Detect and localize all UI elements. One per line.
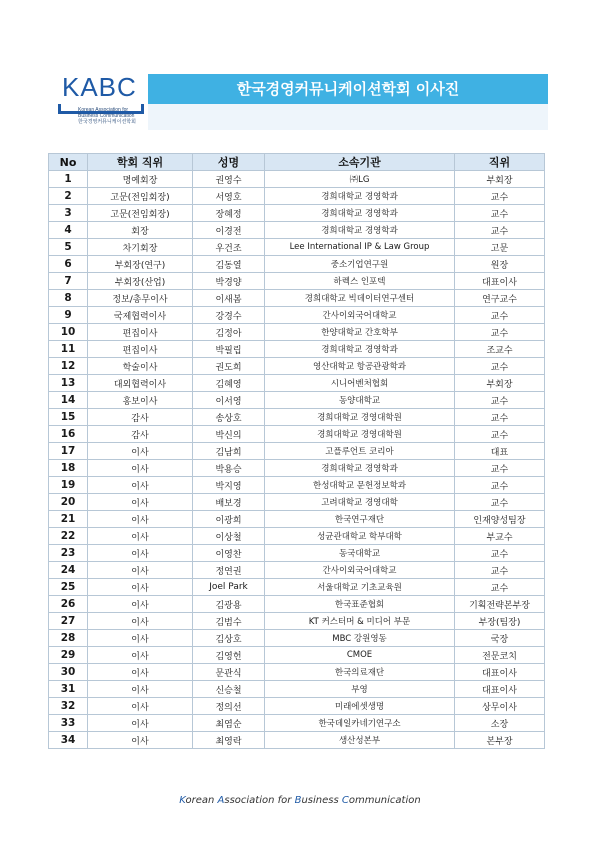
cell-title: 교수 (455, 324, 545, 341)
cell-no: 31 (49, 681, 88, 698)
cell-name: 김상호 (193, 630, 265, 647)
cell-position: 학술이사 (88, 358, 193, 375)
footer-initial-a: A (217, 795, 225, 806)
cell-no: 27 (49, 613, 88, 630)
cell-no: 4 (49, 222, 88, 239)
table-row (49, 681, 545, 698)
table-row (49, 528, 545, 545)
cell-position: 편집이사 (88, 341, 193, 358)
cell-name: 김동열 (193, 256, 265, 273)
cell-affiliation: Lee International IP & Law Group (265, 239, 455, 256)
cell-title: 교수 (455, 358, 545, 375)
cell-affiliation: 간사이외국어대학교 (265, 562, 455, 579)
board-members-table (48, 153, 545, 749)
header-title: 직위 (455, 154, 545, 171)
cell-affiliation: 미래에셋생명 (265, 698, 455, 715)
header-name: 성명 (193, 154, 265, 171)
footer-initial-k: K (179, 795, 186, 806)
cell-title: 교수 (455, 205, 545, 222)
cell-no: 11 (49, 341, 88, 358)
cell-affiliation: 한국연구재단 (265, 511, 455, 528)
table-row (49, 562, 545, 579)
cell-no: 17 (49, 443, 88, 460)
table-row (49, 647, 545, 664)
cell-no: 18 (49, 460, 88, 477)
cell-title: 대표이사 (455, 664, 545, 681)
cell-no: 2 (49, 188, 88, 205)
cell-no: 9 (49, 307, 88, 324)
table-row (49, 239, 545, 256)
cell-name: 이상철 (193, 528, 265, 545)
cell-name: 서영호 (193, 188, 265, 205)
cell-no: 24 (49, 562, 88, 579)
footer-association-name (0, 795, 600, 806)
cell-position: 회장 (88, 222, 193, 239)
header-no: No (49, 154, 88, 171)
cell-no: 7 (49, 273, 88, 290)
footer-word-a: ssociation for (224, 795, 295, 806)
table-row (49, 664, 545, 681)
cell-position: 이사 (88, 698, 193, 715)
cell-title: 부장(팀장) (455, 613, 545, 630)
table-row (49, 613, 545, 630)
cell-no: 28 (49, 630, 88, 647)
cell-position: 이사 (88, 511, 193, 528)
logo-line-3: 한국경영커뮤니케이션학회 (78, 119, 136, 125)
cell-no: 12 (49, 358, 88, 375)
cell-title: 인재양성팀장 (455, 511, 545, 528)
cell-position: 대외협력이사 (88, 375, 193, 392)
table-row (49, 477, 545, 494)
cell-title: 연구교수 (455, 290, 545, 307)
cell-title: 원장 (455, 256, 545, 273)
cell-no: 34 (49, 732, 88, 749)
table-row (49, 545, 545, 562)
cell-title: 교수 (455, 494, 545, 511)
cell-affiliation: 경희대학교 경영대학원 (265, 409, 455, 426)
cell-position: 이사 (88, 477, 193, 494)
cell-position: 이사 (88, 494, 193, 511)
cell-position: 명예회장 (88, 171, 193, 188)
cell-affiliation: ㈜LG (265, 171, 455, 188)
cell-no: 13 (49, 375, 88, 392)
cell-title: 고문 (455, 239, 545, 256)
table-row (49, 579, 545, 596)
cell-title: 국장 (455, 630, 545, 647)
cell-title: 상무이사 (455, 698, 545, 715)
cell-no: 30 (49, 664, 88, 681)
cell-name: 김광용 (193, 596, 265, 613)
cell-affiliation: KT 커스터머 & 미디어 부문 (265, 613, 455, 630)
cell-no: 26 (49, 596, 88, 613)
cell-affiliation: 시니어벤처협회 (265, 375, 455, 392)
cell-title: 대표이사 (455, 273, 545, 290)
cell-title: 부회장 (455, 375, 545, 392)
cell-title: 교수 (455, 545, 545, 562)
table-row (49, 273, 545, 290)
cell-no: 8 (49, 290, 88, 307)
cell-no: 20 (49, 494, 88, 511)
cell-name: 박경양 (193, 273, 265, 290)
cell-affiliation: 동양대학교 (265, 392, 455, 409)
cell-name: 강경수 (193, 307, 265, 324)
table-row (49, 596, 545, 613)
cell-name: 우건조 (193, 239, 265, 256)
cell-name: 정연권 (193, 562, 265, 579)
title-bar (148, 74, 548, 104)
cell-title: 기획전략본부장 (455, 596, 545, 613)
cell-affiliation: 간사이외국어대학교 (265, 307, 455, 324)
cell-no: 3 (49, 205, 88, 222)
cell-name: 김범수 (193, 613, 265, 630)
cell-position: 고문(전임회장) (88, 188, 193, 205)
cell-name: 박지영 (193, 477, 265, 494)
cell-name: 배보경 (193, 494, 265, 511)
cell-no: 16 (49, 426, 88, 443)
cell-affiliation: 경희대학교 빅데이터연구센터 (265, 290, 455, 307)
table-row (49, 171, 545, 188)
cell-position: 부회장(연구) (88, 256, 193, 273)
cell-affiliation: 하렉스 인포텍 (265, 273, 455, 290)
cell-affiliation: 한국데일카네기연구소 (265, 715, 455, 732)
cell-title: 교수 (455, 426, 545, 443)
cell-title: 조교수 (455, 341, 545, 358)
table-row (49, 494, 545, 511)
cell-position: 이사 (88, 545, 193, 562)
logo-line-2: Business Communication (78, 113, 135, 119)
cell-affiliation: CMOE (265, 647, 455, 664)
cell-title: 교수 (455, 579, 545, 596)
table-row (49, 443, 545, 460)
cell-position: 이사 (88, 664, 193, 681)
cell-title: 부교수 (455, 528, 545, 545)
cell-position: 이사 (88, 647, 193, 664)
cell-title: 대표 (455, 443, 545, 460)
title-underlay (148, 104, 548, 130)
cell-no: 32 (49, 698, 88, 715)
cell-no: 21 (49, 511, 88, 528)
cell-name: 김정아 (193, 324, 265, 341)
cell-title: 부회장 (455, 171, 545, 188)
cell-name: 김남희 (193, 443, 265, 460)
cell-no: 22 (49, 528, 88, 545)
cell-affiliation: 경희대학교 경영학과 (265, 222, 455, 239)
logo-line-1: Korean Association for (78, 107, 129, 113)
cell-name: 권영수 (193, 171, 265, 188)
cell-position: 차기회장 (88, 239, 193, 256)
table-row (49, 426, 545, 443)
cell-affiliation: 동국대학교 (265, 545, 455, 562)
footer-word-b: usiness (301, 795, 342, 806)
cell-name: 송상호 (193, 409, 265, 426)
header-affiliation: 소속기관 (265, 154, 455, 171)
cell-position: 이사 (88, 613, 193, 630)
cell-title: 교수 (455, 409, 545, 426)
cell-name: 최영락 (193, 732, 265, 749)
footer-initial-c: C (341, 795, 349, 806)
cell-name: 이경전 (193, 222, 265, 239)
footer-initial-b: B (294, 795, 302, 806)
cell-position: 이사 (88, 732, 193, 749)
cell-name: 신승철 (193, 681, 265, 698)
cell-name: 김영헌 (193, 647, 265, 664)
cell-affiliation: 경희대학교 경영대학원 (265, 426, 455, 443)
cell-affiliation: 서울대학교 기초교육원 (265, 579, 455, 596)
cell-title: 교수 (455, 477, 545, 494)
cell-no: 1 (49, 171, 88, 188)
cell-name: 이광희 (193, 511, 265, 528)
cell-affiliation: 한국의료재단 (265, 664, 455, 681)
table-body (49, 171, 545, 749)
table-row (49, 341, 545, 358)
cell-affiliation: 한양대학교 간호학부 (265, 324, 455, 341)
cell-title: 본부장 (455, 732, 545, 749)
cell-affiliation: 영산대학교 항공관광학과 (265, 358, 455, 375)
cell-name: 박필립 (193, 341, 265, 358)
cell-name: 장혜정 (193, 205, 265, 222)
footer-word-c: ommunication (348, 795, 421, 806)
kabc-logo (56, 72, 148, 134)
cell-affiliation: 고플루언트 코리아 (265, 443, 455, 460)
cell-position: 이사 (88, 681, 193, 698)
cell-position: 이사 (88, 630, 193, 647)
cell-affiliation: 한국표준협회 (265, 596, 455, 613)
cell-no: 25 (49, 579, 88, 596)
cell-title: 소장 (455, 715, 545, 732)
footer-word-k: orean (185, 795, 218, 806)
cell-affiliation: 경희대학교 경영학과 (265, 205, 455, 222)
table-row (49, 392, 545, 409)
table-row (49, 307, 545, 324)
cell-no: 29 (49, 647, 88, 664)
table-row (49, 715, 545, 732)
logo-abbr: KABC (62, 72, 137, 102)
cell-position: 이사 (88, 460, 193, 477)
table-row (49, 222, 545, 239)
cell-no: 10 (49, 324, 88, 341)
cell-affiliation: 경희대학교 경영학과 (265, 341, 455, 358)
cell-affiliation: 한성대학교 문헌정보학과 (265, 477, 455, 494)
cell-title: 대표이사 (455, 681, 545, 698)
cell-no: 5 (49, 239, 88, 256)
table-row (49, 205, 545, 222)
cell-name: 권도희 (193, 358, 265, 375)
cell-name: 이새봄 (193, 290, 265, 307)
table-row (49, 630, 545, 647)
table-row (49, 698, 545, 715)
cell-affiliation: 경희대학교 경영학과 (265, 188, 455, 205)
cell-affiliation: 경희대학교 경영학과 (265, 460, 455, 477)
cell-affiliation: 중소기업연구원 (265, 256, 455, 273)
table-row (49, 358, 545, 375)
cell-position: 정보/총무이사 (88, 290, 193, 307)
cell-no: 19 (49, 477, 88, 494)
cell-no: 15 (49, 409, 88, 426)
cell-no: 23 (49, 545, 88, 562)
cell-name: 박용승 (193, 460, 265, 477)
cell-position: 국제협력이사 (88, 307, 193, 324)
cell-position: 감사 (88, 409, 193, 426)
cell-no: 6 (49, 256, 88, 273)
cell-title: 전문코치 (455, 647, 545, 664)
cell-position: 부회장(산업) (88, 273, 193, 290)
table-row (49, 409, 545, 426)
cell-no: 14 (49, 392, 88, 409)
table-row (49, 256, 545, 273)
cell-position: 이사 (88, 528, 193, 545)
cell-affiliation: 부영 (265, 681, 455, 698)
table-header-row (49, 154, 545, 171)
cell-name: 문관식 (193, 664, 265, 681)
cell-name: 박신의 (193, 426, 265, 443)
table-row (49, 511, 545, 528)
cell-title: 교수 (455, 188, 545, 205)
cell-affiliation: 고려대학교 경영대학 (265, 494, 455, 511)
cell-position: 감사 (88, 426, 193, 443)
cell-position: 홍보이사 (88, 392, 193, 409)
cell-name: 이영찬 (193, 545, 265, 562)
cell-title: 교수 (455, 460, 545, 477)
table-row (49, 460, 545, 477)
table-row (49, 188, 545, 205)
cell-title: 교수 (455, 307, 545, 324)
cell-name: 이서영 (193, 392, 265, 409)
table-row (49, 732, 545, 749)
cell-name: Joel Park (193, 579, 265, 596)
cell-name: 정의선 (193, 698, 265, 715)
cell-name: 최염순 (193, 715, 265, 732)
table-row (49, 290, 545, 307)
cell-title: 교수 (455, 392, 545, 409)
cell-position: 고문(전임회장) (88, 205, 193, 222)
cell-no: 33 (49, 715, 88, 732)
cell-position: 이사 (88, 715, 193, 732)
cell-affiliation: 성균관대학교 학부대학 (265, 528, 455, 545)
cell-position: 이사 (88, 596, 193, 613)
cell-affiliation: MBC 강원영동 (265, 630, 455, 647)
cell-position: 편집이사 (88, 324, 193, 341)
cell-affiliation: 생산성본부 (265, 732, 455, 749)
page-title: 한국경영커뮤니케이션학회 이사진 (236, 80, 460, 98)
table-row (49, 324, 545, 341)
table-row (49, 375, 545, 392)
cell-position: 이사 (88, 579, 193, 596)
cell-title: 교수 (455, 562, 545, 579)
cell-position: 이사 (88, 562, 193, 579)
cell-position: 이사 (88, 443, 193, 460)
cell-title: 교수 (455, 222, 545, 239)
header-position: 학회 직위 (88, 154, 193, 171)
cell-name: 김혜영 (193, 375, 265, 392)
